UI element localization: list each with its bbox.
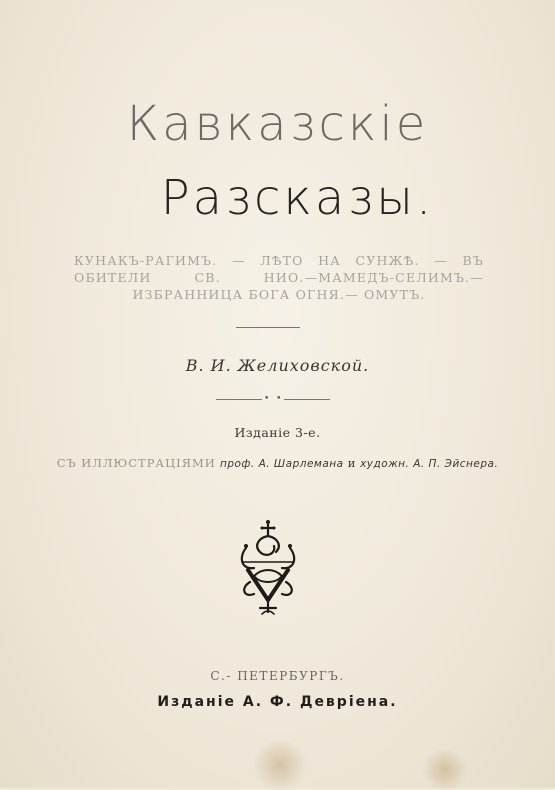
imprint-publisher: Изданіе А. Ф. Девріена. [157,694,398,710]
illustrator-1: проф. А. Шарлемана [219,458,344,470]
ornament-rule-right [284,399,330,400]
age-stain [420,750,470,790]
imprint-city: С.- ПЕТЕРБУРГЪ. [210,669,345,683]
ornament-dots: • • [264,394,284,404]
ornament-rule-left [216,399,262,400]
illustrations-credit [0,456,555,470]
age-stain [250,740,310,790]
illustrations-lead: СЪ ИЛЛЮСТРАЦІЯМИ [56,456,216,470]
edition-note: Изданіе 3-е. [234,425,321,440]
publisher-monogram-vignette [232,518,304,616]
illustrations-conj: и [347,456,356,470]
divider-rule [236,327,300,328]
book-title-line-1: Кавказскіе [126,96,429,152]
illustrator-2: художн. А. П. Эйснера. [360,458,499,470]
author-name: В. И. Желиховской. [185,356,370,375]
contents-list: КУНАКЪ-РАГИМЪ. — ЛѢТО НА СУНЖѢ. — ВЪ ОБИТЕЛИ СВ. НИО.—МАМЕДЪ-СЕЛИМЪ.—ИЗБРАННИЦА БОГА ОГНЯ.— ОМУТЪ. [74,253,484,302]
book-title-line-2: Разсказы. [160,170,435,226]
